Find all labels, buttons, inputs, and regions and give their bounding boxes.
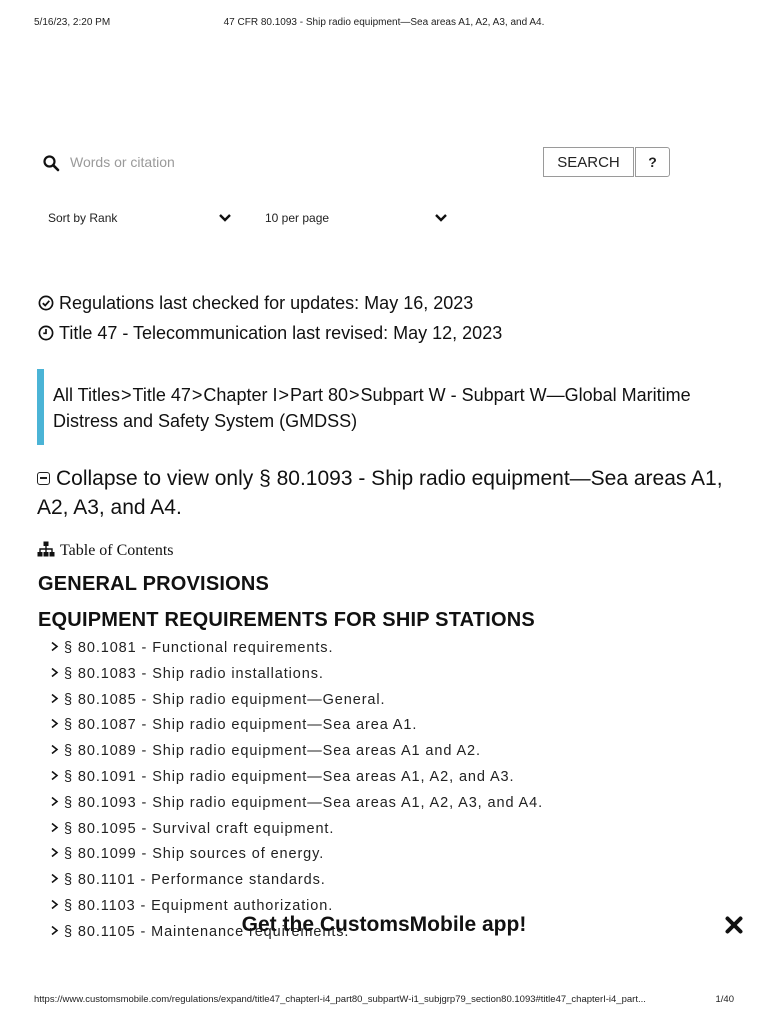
toc-item-label: § 80.1103 - Equipment authorization. bbox=[64, 897, 334, 914]
title-revised-text: Title 47 - Telecommunication last revised: May 12, 2023 bbox=[59, 323, 503, 343]
help-button[interactable]: ? bbox=[635, 147, 670, 177]
print-url: https://www.customsmobile.com/regulations/expand/title47_chapterI-i4_part80_subpartW-i1_subjgrp79_section80.1093#title47_chapterI-i4_part... bbox=[34, 994, 646, 1005]
collapse-link-text: Collapse to view only § 80.1093 - Ship radio equipment—Sea areas A1, A2, A3, and A4. bbox=[37, 467, 723, 519]
chevron-right-icon bbox=[50, 641, 60, 652]
breadcrumb-separator: > bbox=[349, 385, 360, 405]
toc-section-general-provisions[interactable]: GENERAL PROVISIONS bbox=[38, 573, 270, 595]
toc-item[interactable] bbox=[50, 666, 543, 692]
toc-item[interactable] bbox=[50, 692, 543, 718]
sort-select[interactable] bbox=[48, 208, 234, 230]
breadcrumb-all-titles[interactable]: All Titles bbox=[53, 385, 121, 405]
chevron-right-icon bbox=[50, 873, 60, 884]
minus-square-icon bbox=[37, 472, 50, 485]
print-footer bbox=[34, 994, 734, 1008]
check-circle-icon bbox=[38, 295, 54, 311]
chevron-right-icon bbox=[50, 847, 60, 858]
per-page-select-value: 10 per page bbox=[265, 211, 330, 225]
toc-item-label: § 80.1095 - Survival craft equipment. bbox=[64, 820, 335, 837]
close-icon[interactable] bbox=[725, 916, 743, 934]
sitemap-icon bbox=[37, 541, 55, 557]
chevron-right-icon bbox=[50, 899, 60, 910]
toc-item-label: § 80.1099 - Ship sources of energy. bbox=[64, 846, 325, 863]
app-promo-banner[interactable] bbox=[0, 911, 768, 941]
breadcrumb-separator: > bbox=[191, 385, 203, 405]
toc-item-label: § 80.1081 - Functional requirements. bbox=[64, 640, 334, 656]
app-promo-text: Get the CustomsMobile app! bbox=[241, 913, 527, 936]
toc-item[interactable] bbox=[50, 872, 543, 898]
search-bar bbox=[40, 147, 670, 179]
toc-item-label: § 80.1083 - Ship radio installations. bbox=[64, 665, 324, 682]
updates-checked-text: Regulations last checked for updates: May 16, 2023 bbox=[59, 293, 474, 313]
toc-item-label: § 80.1085 - Ship radio equipment—General. bbox=[64, 691, 386, 708]
breadcrumb-separator: > bbox=[121, 385, 132, 405]
toc-item[interactable] bbox=[50, 846, 543, 872]
title-revised-status bbox=[38, 323, 502, 344]
chevron-right-icon bbox=[50, 744, 60, 755]
chevron-right-icon bbox=[50, 667, 60, 678]
chevron-right-icon bbox=[50, 693, 60, 704]
toc-item[interactable] bbox=[50, 769, 543, 795]
print-page-number: 1/40 bbox=[715, 994, 734, 1005]
toc-item-label: § 80.1093 - Ship radio equipment—Sea areas A1, A2, A3, and A4. bbox=[64, 794, 544, 811]
sort-select-value: Sort by Rank bbox=[48, 211, 118, 225]
breadcrumb-separator: > bbox=[278, 385, 289, 405]
toc-item[interactable] bbox=[50, 640, 543, 666]
print-header bbox=[34, 17, 734, 31]
chevron-right-icon bbox=[50, 770, 60, 781]
print-date: 5/16/23, 2:20 PM bbox=[34, 17, 111, 28]
toc-item[interactable] bbox=[50, 821, 543, 847]
table-of-contents-heading bbox=[37, 541, 174, 560]
toc-item[interactable] bbox=[50, 717, 543, 743]
toc-section-equipment-requirements[interactable]: EQUIPMENT REQUIREMENTS FOR SHIP STATIONS bbox=[38, 609, 535, 631]
toc-item-label: § 80.1091 - Ship radio equipment—Sea areas A1, A2, and A3. bbox=[64, 768, 515, 785]
search-button[interactable]: SEARCH bbox=[543, 147, 634, 177]
collapse-link[interactable] bbox=[37, 464, 737, 522]
print-document-title: 47 CFR 80.1093 - Ship radio equipment—Sea areas A1, A2, A3, and A4. bbox=[223, 17, 545, 28]
search-icon bbox=[42, 154, 60, 172]
toc-item-label: § 80.1101 - Performance standards. bbox=[64, 872, 326, 889]
breadcrumb-title-47[interactable]: Title 47 bbox=[132, 385, 191, 405]
chevron-right-icon bbox=[50, 822, 60, 833]
breadcrumb bbox=[37, 369, 697, 445]
chevron-right-icon bbox=[50, 718, 60, 729]
toc-item-label: § 80.1089 - Ship radio equipment—Sea areas A1 and A2. bbox=[64, 743, 481, 760]
chevron-down-icon bbox=[434, 213, 448, 223]
breadcrumb-subpart-w[interactable]: Subpart W - Subpart W—Global Maritime Distress and Safety System (GMDSS) bbox=[53, 385, 691, 431]
toc-item[interactable] bbox=[50, 743, 543, 769]
clock-icon bbox=[38, 325, 54, 341]
chevron-down-icon bbox=[218, 213, 232, 223]
breadcrumb-chapter-i[interactable]: Chapter I bbox=[203, 385, 278, 405]
chevron-right-icon bbox=[50, 796, 60, 807]
search-input[interactable] bbox=[70, 150, 530, 174]
toc-item-label: § 80.1087 - Ship radio equipment—Sea area A1. bbox=[64, 717, 418, 734]
toc-list bbox=[50, 640, 543, 950]
toc-item-current[interactable] bbox=[50, 795, 543, 821]
per-page-select[interactable] bbox=[265, 208, 451, 230]
updates-checked-status bbox=[38, 293, 473, 314]
breadcrumb-part-80[interactable]: Part 80 bbox=[289, 385, 349, 405]
table-of-contents-label: Table of Contents bbox=[60, 542, 174, 559]
toc-item-label: § 80.1105 - Maintenance requirements. bbox=[64, 923, 350, 940]
